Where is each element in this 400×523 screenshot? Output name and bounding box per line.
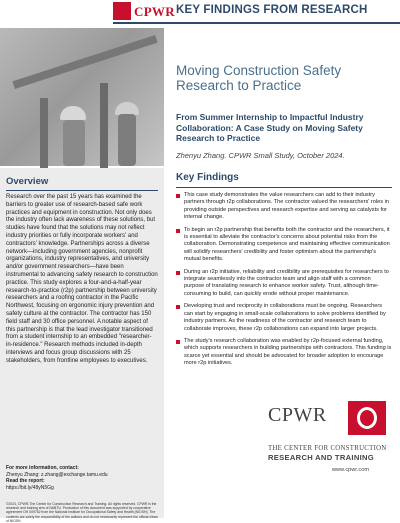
finding-item — [176, 303, 392, 333]
overview-body: Research over the past 15 years has examined the barriers to greater use of research-based safe work practices and equipment in construction. Not only does the industry often lack awareness of these solutions, but studies have found that the solutions may not reflect industry priorities or fully incorporate workers' and contractors' knowledge. Partnerships across a diverse network—including government agencies, nonprofit organizations, industry representatives, and university and/or government researchers—have been instrumental to advancing safety research to construction practice. This study explores a four-and-a-half-year research-to-practice (r2p) partnership between university researchers and a roofing contractor in the Pacific Northwest, focusing on ergonomic injury prevention and safety culture at the contractor. The contractor has 150 field staff and 30 office personnel. A notable aspect of this partnership is that the lead investigator transitioned from a student internship to an embedded "researcher-in-residence." Research methods included in-depth interviews and focus group discussions with 25 stakeholders, from frontline employees to executives. — [6, 194, 158, 364]
header-divider — [113, 22, 400, 24]
key-findings-divider — [176, 187, 392, 188]
key-findings-list — [176, 192, 392, 373]
header-title: KEY FINDINGS FROM RESEARCH — [176, 4, 368, 16]
overview-divider — [6, 190, 158, 191]
logo-ring-icon — [357, 407, 377, 429]
worker-figure — [63, 120, 85, 166]
finding-text: This case study demonstrates the value researchers can add to their industry partners through r2p collaborations. The contractor valued the researchers' roles in providing outside perspectives and research expertise and serving as catalysts for internal change. — [184, 192, 389, 221]
construction-photo — [0, 28, 164, 166]
footer-logo — [268, 401, 388, 511]
footer-brand: CPWR — [268, 404, 327, 426]
bullet-icon — [176, 305, 180, 309]
report-label: Read the report: — [6, 478, 45, 485]
contact-value[interactable]: Zhenyu Zhang: z.zhang@exchange.tamu.edu — [6, 471, 108, 478]
hard-hat-icon — [60, 106, 86, 120]
key-findings-heading: Key Findings — [176, 172, 239, 183]
contact-label: For more information, contact: — [6, 465, 79, 471]
bullet-icon — [176, 229, 180, 233]
photo-post — [40, 98, 48, 168]
finding-item — [176, 192, 392, 222]
worker-figure — [118, 114, 136, 166]
contact-info — [6, 465, 158, 491]
finding-text: Developing trust and reciprocity in collaborations must be ongoing. Researchers can start by engaging in small-scale collaborations to solve problems identified by industry partners. As the readiness of the contractor and research team to collaborate improves, these r2p collaborations can expand into larger projects. — [184, 303, 386, 332]
finding-text: To begin an r2p partnership that benefits both the contractor and the researchers, it is essential to alleviate the contractor's concerns about potential risks from the collaboration. Demonstrating competence and maintaining effective communication will solidify researchers' credibility and foster optimism about the partnership's mutual benefits. — [184, 226, 390, 263]
finding-text: The study's research collaboration was enabled by r2p-focused external funding, which supports researchers in building partnerships with contractors. This funding is scarce yet essential and should be advocated for broader adoption to encourage more r2p initiatives. — [184, 337, 392, 367]
footer-tagline-1: THE CENTER FOR CONSTRUCTION — [268, 445, 387, 452]
document-subtitle: From Summer Internship to Impactful Industry Collaboration: A Case Study on Moving Safety Research to Practice — [176, 112, 364, 143]
photo-post — [100, 83, 108, 168]
photo-beam — [12, 35, 157, 89]
document-title: Moving Construction Safety Research to Practice — [176, 63, 342, 93]
overview-sidebar — [0, 168, 164, 523]
overview-heading: Overview — [6, 176, 49, 187]
bullet-icon — [176, 340, 180, 344]
finding-item — [176, 227, 392, 264]
bullet-icon — [176, 271, 180, 275]
finding-item — [176, 269, 392, 299]
copyright-fine-print: ©2024, CPWR-The Center for Construction Research and Training. All rights reserved. CPWR is the research and training arm of NABTU. Production of this document was supported by cooperative agreement OH 009762 from the National Institute for Occupational Safety and Health (NIOSH). The contents are solely the responsibility of the authors and do not necessarily represent the official views of NIOSH. — [6, 502, 158, 523]
cpwr-logo-mark — [113, 2, 131, 20]
bullet-icon — [176, 194, 180, 198]
report-link[interactable]: https://bit.ly/48yN5Gg — [6, 484, 54, 491]
finding-text: During an r2p initiative, reliability and credibility are prerequisites for researchers to integrate seamlessly into the contractor team and align staff with a common purpose of translating research to enhance worker safety. Trust, although time-consuming to build, can quickly erode without proper maintenance. — [184, 268, 389, 297]
cpwr-logo-mark — [348, 401, 386, 435]
footer-tagline-2: RESEARCH AND TRAINING — [268, 453, 375, 462]
footer-url[interactable]: www.cpwr.com — [332, 467, 369, 473]
header-brand: CPWR — [134, 4, 175, 19]
document-byline: Zhenyu Zhang. CPWR Small Study, October 2024. — [176, 151, 345, 160]
finding-item — [176, 338, 392, 368]
page-header — [0, 0, 400, 26]
